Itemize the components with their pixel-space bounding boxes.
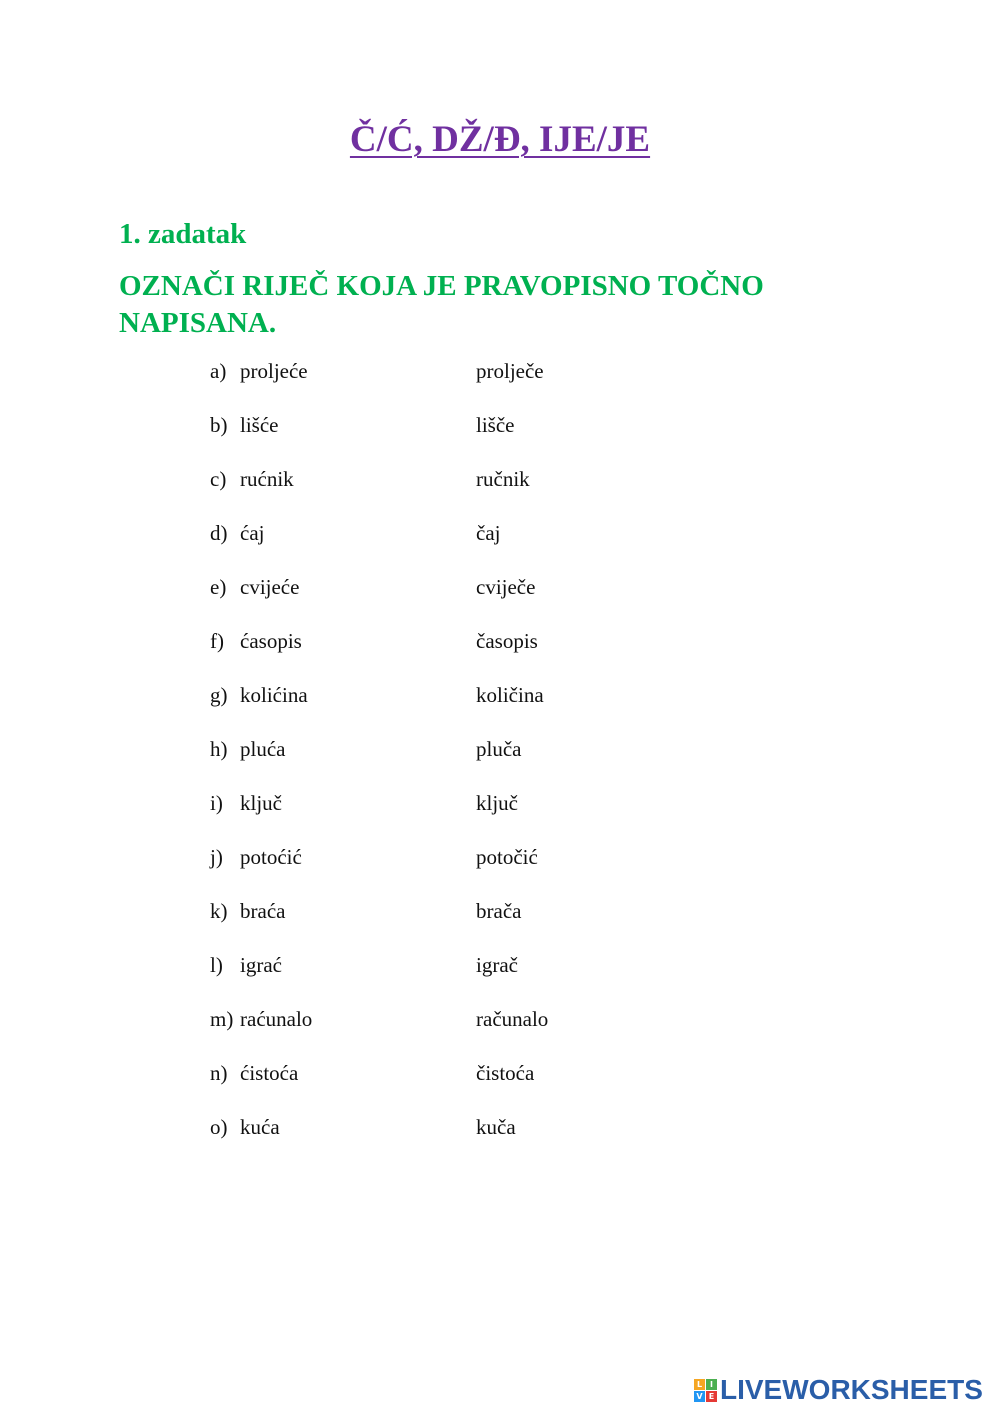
option-row-f [210,626,770,680]
choice-b[interactable]: količina [476,683,544,707]
choice-b[interactable]: ključ [476,791,518,815]
option-letter: c) [210,467,227,491]
option-row-i [210,788,770,842]
choice-b[interactable]: kuča [476,1115,516,1139]
choice-a[interactable]: ćaj [240,521,265,545]
task-number: 1. zadatak [119,218,247,250]
option-row-g [210,680,770,734]
choice-a[interactable]: lišće [240,413,279,437]
logo-cell-l: L [694,1379,705,1390]
option-letter: l) [210,953,223,977]
choice-a[interactable]: proljeće [240,359,308,383]
option-row-b [210,410,770,464]
option-letter: k) [210,899,228,923]
logo-cell-v: V [694,1391,705,1402]
choice-b[interactable]: prolječe [476,359,544,383]
choice-a[interactable]: raćunalo [240,1007,313,1031]
option-letter: f) [210,629,224,653]
options-list [210,356,770,1166]
choice-a[interactable]: kolićina [240,683,308,707]
choice-b[interactable]: igrač [476,953,518,977]
option-row-d [210,518,770,572]
choice-b[interactable]: časopis [476,629,538,653]
choice-a[interactable]: ćistoća [240,1061,299,1085]
choice-b[interactable]: lišče [476,413,515,437]
option-row-h [210,734,770,788]
option-letter: e) [210,575,227,599]
page-title: Č/Ć, DŽ/Đ, IJE/JE [349,119,651,160]
choice-b[interactable]: brača [476,899,522,923]
instruction-line-2: NAPISANA. [119,307,277,339]
task-instruction [119,268,879,342]
option-row-l [210,950,770,1004]
option-row-n [210,1058,770,1112]
choice-a[interactable]: pluća [240,737,286,761]
option-letter: i) [210,791,223,815]
option-letter: o) [210,1115,228,1139]
choice-b[interactable]: cviječe [476,575,536,599]
logo-cell-i: I [706,1379,717,1390]
choice-b[interactable]: ručnik [476,467,530,491]
logo-mark-icon [694,1379,717,1402]
option-letter: n) [210,1061,228,1085]
option-row-o [210,1112,770,1166]
choice-b[interactable]: čistoća [476,1061,535,1085]
option-letter: b) [210,413,228,437]
option-row-m [210,1004,770,1058]
option-row-k [210,896,770,950]
option-letter: a) [210,359,227,383]
logo-text: LIVEWORKSHEETS [720,1374,983,1405]
logo-cell-e: E [706,1391,717,1402]
choice-a[interactable]: kuća [240,1115,280,1139]
option-letter: h) [210,737,228,761]
option-letter: m) [210,1007,234,1031]
choice-b[interactable]: računalo [476,1007,549,1031]
choice-b[interactable]: čaj [476,521,501,545]
liveworksheets-logo [694,1374,983,1406]
option-row-a [210,356,770,410]
choice-a[interactable]: ključ [240,791,282,815]
option-letter: d) [210,521,228,545]
option-row-c [210,464,770,518]
instruction-line-1: OZNAČI RIJEČ KOJA JE PRAVOPISNO TOČNO [119,270,764,302]
choice-b[interactable]: potočić [476,845,538,869]
choice-a[interactable]: igrać [240,953,282,977]
option-row-e [210,572,770,626]
choice-b[interactable]: pluča [476,737,522,761]
choice-a[interactable]: rućnik [240,467,294,491]
choice-a[interactable]: ćasopis [240,629,302,653]
choice-a[interactable]: cvijeće [240,575,300,599]
choice-a[interactable]: potoćić [240,845,302,869]
option-letter: g) [210,683,228,707]
choice-a[interactable]: braća [240,899,286,923]
option-letter: j) [210,845,223,869]
option-row-j [210,842,770,896]
